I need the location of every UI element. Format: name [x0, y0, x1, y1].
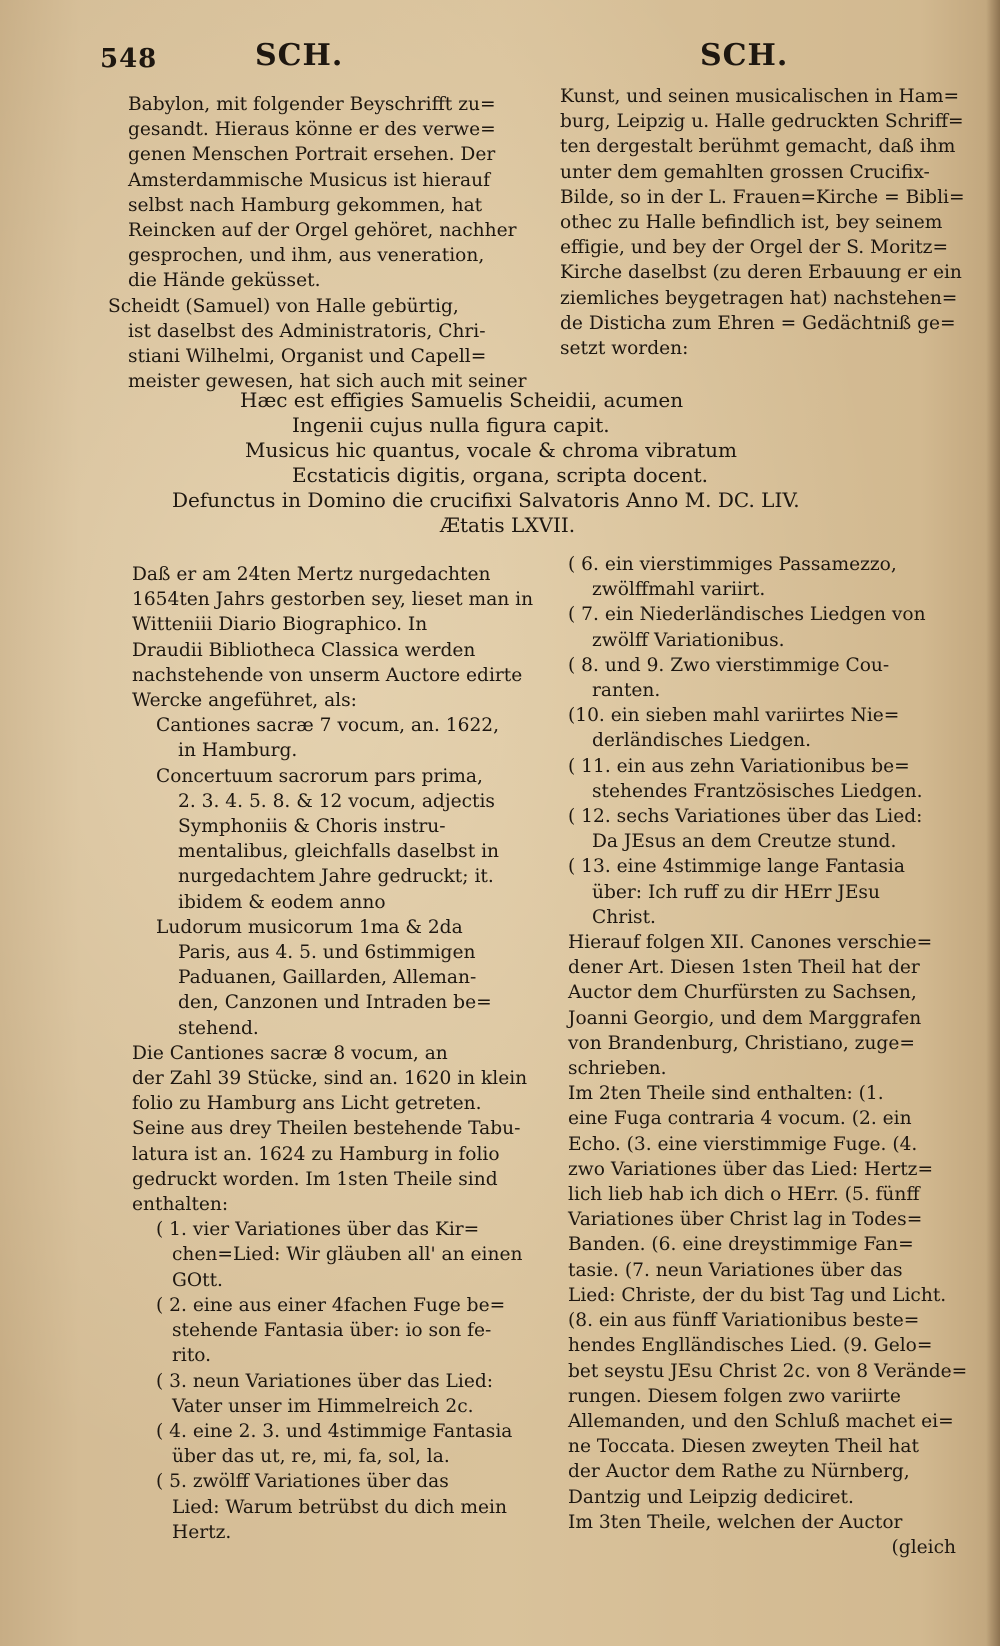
text-line: othec zu Halle befindlich ist, bey seinem [560, 212, 943, 234]
text-line: folio zu Hamburg ans Licht getreten. [132, 1093, 482, 1115]
entry-heading-scheidt: Scheidt (Samuel) von Halle gebürtig, [108, 295, 459, 317]
text-line: Vater unser im Himmelreich 2c. [172, 1395, 474, 1417]
text-line: Seine aus drey Theilen bestehende Tabu- [132, 1118, 521, 1140]
text-line: ( 5. zwölff Variationes über das [156, 1471, 449, 1493]
text-line: Kirche daselbst (zu deren Erbauung er ein [560, 262, 962, 284]
text-line: ( 8. und 9. Zwo vierstimmige Cou- [568, 654, 890, 676]
page-number: 548 [100, 44, 158, 74]
text-line: (10. ein sieben mahl variirtes Nie= [568, 705, 900, 727]
text-line: Joanni Georgio, und dem Marggrafen [568, 1007, 922, 1029]
text-line: Auctor dem Churfürsten zu Sachsen, [568, 982, 917, 1004]
text-line: gesprochen, und ihm, aus veneration, [128, 245, 485, 267]
text-line: stiani Wilhelmi, Organist und Capell= [128, 346, 487, 368]
text-line: ( 2. eine aus einer 4fachen Fuge be= [156, 1294, 506, 1316]
text-line: Hertz. [172, 1521, 232, 1543]
text-line: ( 7. ein Niederländisches Liedgen von [568, 604, 926, 626]
text-line: ibidem & eodem anno [178, 891, 386, 913]
text-line: Bilde, so in der L. Frauen=Kirche = Bibli= [560, 186, 965, 208]
text-line: ( 4. eine 2. 3. und 4stimmige Fantasia [156, 1420, 513, 1442]
text-line: derländisches Liedgen. [592, 730, 812, 752]
text-line: Die Cantiones sacræ 8 vocum, an [132, 1042, 448, 1064]
text-line: Concertuum sacrorum pars prima, [156, 765, 483, 787]
verse-line: Ætatis LXVII. [440, 513, 576, 537]
text-line: ( 1. vier Variationes über das Kir= [156, 1219, 480, 1241]
text-line: ( 6. ein vierstimmiges Passamezzo, [568, 554, 897, 575]
text-line: stehendes Frantzösisches Liedgen. [592, 780, 923, 802]
text-line: ranten. [592, 680, 661, 702]
text-line: mentalibus, gleichfalls daselbst in [178, 841, 500, 863]
page-gutter-shadow [986, 0, 1000, 1646]
text-line: eine Fuga contraria 4 vocum. (2. ein [568, 1108, 912, 1130]
text-line: Paris, aus 4. 5. und 6stimmigen [178, 942, 476, 964]
text-column-left-lower [132, 562, 534, 1545]
catchword: (gleich [891, 1536, 956, 1558]
text-line: Im 3ten Theile, welchen der Auctor [568, 1511, 903, 1533]
text-column-left-upper [108, 92, 527, 394]
text-line: stehend. [178, 1017, 259, 1039]
text-line: rungen. Diesem folgen zwo variirte [568, 1385, 901, 1407]
text-line: ( 13. eine 4stimmige lange Fantasia [568, 856, 905, 878]
text-line: ist daselbst des Administratoris, Chri- [128, 320, 486, 342]
text-line: Banden. (6. eine dreystimmige Fan= [568, 1234, 914, 1256]
text-line: Kunst, und seinen musicalischen in Ham= [560, 86, 960, 107]
text-line: Draudii Bibliotheca Classica werden [132, 639, 476, 661]
text-line: schrieben. [568, 1058, 667, 1080]
verse-line: Ingenii cujus nulla figura capit. [292, 413, 610, 437]
text-line: zwölffmahl variirt. [592, 579, 766, 601]
text-line: selbst nach Hamburg gekommen, hat [128, 194, 483, 216]
text-line: Christ. [592, 906, 656, 928]
text-line: ten dergestalt berühmt gemacht, daß ihm [560, 136, 956, 158]
text-line: de Disticha zum Ehren = Gedächtniß ge= [560, 312, 956, 334]
text-line: unter dem gemahlten grossen Crucifix- [560, 161, 930, 183]
text-line: der Auctor dem Rathe zu Nürnberg, [568, 1461, 910, 1483]
text-column-right-lower [568, 552, 968, 1560]
text-line: latura ist an. 1624 zu Hamburg in folio [132, 1143, 500, 1165]
text-line: Witteniii Diario Biographico. In [132, 614, 428, 636]
text-line: nurgedachtem Jahre gedruckt; it. [178, 866, 494, 888]
text-line: GOtt. [172, 1269, 223, 1291]
text-line: chen=Lied: Wir gläuben all' an einen [172, 1244, 523, 1266]
text-line: 2. 3. 4. 5. 8. & 12 vocum, adjectis [178, 790, 495, 812]
text-line: Cantiones sacræ 7 vocum, an. 1622, [156, 715, 500, 737]
text-line: Amsterdammische Musicus ist hierauf [128, 169, 490, 191]
text-line: burg, Leipzig u. Halle gedruckten Schriff= [560, 111, 964, 133]
text-line: über: Ich ruff zu dir HErr JEsu [592, 881, 880, 903]
text-line: setzt worden: [560, 338, 689, 360]
text-line: ne Toccata. Diesen zweyten Theil hat [568, 1436, 919, 1458]
running-head-right: SCH. [700, 38, 789, 73]
text-line: nachstehende von unserm Auctore edirte [132, 664, 523, 686]
text-line: den, Canzonen und Intraden be= [178, 992, 492, 1014]
text-line: der Zahl 39 Stücke, sind an. 1620 in klein [132, 1068, 528, 1090]
text-line: meister gewesen, hat sich auch mit seiner [128, 371, 527, 393]
text-line: Echo. (3. eine vierstimmige Fuge. (4. [568, 1133, 918, 1155]
text-line: die Hände geküsset. [128, 270, 321, 292]
text-line: Paduanen, Gaillarden, Alleman- [178, 967, 477, 989]
text-line: rito. [172, 1345, 212, 1367]
text-line: Wercke angeführet, als: [132, 690, 357, 712]
text-line: ( 3. neun Variationes über das Lied: [156, 1370, 494, 1392]
text-line: Lied: Christe, der du bist Tag und Licht. [568, 1284, 947, 1306]
text-line: tasie. (7. neun Variationes über das [568, 1259, 903, 1281]
text-line: Dantzig und Leipzig dediciret. [568, 1486, 854, 1508]
text-line: stehende Fantasia über: io son fe- [172, 1320, 492, 1342]
text-column-right-upper [560, 84, 965, 361]
text-line: hendes Englländisches Lied. (9. Gelo= [568, 1335, 933, 1357]
text-line: Variationes über Christ lag in Todes= [568, 1209, 923, 1231]
text-line: (8. ein aus fünff Variationibus beste= [568, 1310, 920, 1332]
text-line: dener Art. Diesen 1sten Theil hat der [568, 957, 920, 979]
text-line: in Hamburg. [178, 740, 298, 762]
text-line: Lied: Warum betrübst du dich mein [172, 1496, 507, 1518]
text-line: ( 12. sechs Variationes über das Lied: [568, 806, 923, 828]
text-line: von Brandenburg, Christiano, zuge= [568, 1032, 915, 1054]
text-line: Hierauf folgen XII. Canones verschie= [568, 932, 933, 954]
text-line: gedruckt worden. Im 1sten Theile sind [132, 1168, 498, 1190]
text-line: lich lieb hab ich dich o HErr. (5. fünff [568, 1184, 920, 1206]
text-line: ( 11. ein aus zehn Variationibus be= [568, 755, 910, 777]
verse-line: Defunctus in Domino die crucifixi Salvatoris Anno M. DC. LIV. [172, 488, 800, 512]
text-line: Ludorum musicorum 1ma & 2da [156, 916, 463, 938]
verse-line: Hæc est effigies Samuelis Scheidii, acumen [240, 388, 684, 412]
text-line: Im 2ten Theile sind enthalten: (1. [568, 1083, 884, 1105]
text-line: Daß er am 24ten Mertz nurgedachten [132, 564, 491, 585]
text-line: bet seystu JEsu Christ 2c. von 8 Verände= [568, 1360, 968, 1382]
text-line: enthalten: [132, 1194, 229, 1216]
text-line: genen Menschen Portrait ersehen. Der [128, 144, 496, 166]
running-head-left: SCH. [255, 38, 344, 73]
text-line: Babylon, mit folgender Beyschrifft zu= [128, 94, 496, 115]
text-line: zwölff Variationibus. [592, 629, 785, 651]
text-line: über das ut, re, mi, fa, sol, la. [172, 1446, 450, 1468]
text-line: Da JEsus an dem Creutze stund. [592, 831, 897, 853]
text-line: Symphoniis & Choris instru- [178, 816, 446, 838]
verse-line: Musicus hic quantus, vocale & chroma vibratum [245, 438, 737, 462]
text-line: effigie, und bey der Orgel der S. Moritz= [560, 237, 949, 259]
text-line: Allemanden, und den Schluß machet ei= [568, 1410, 954, 1432]
text-line: gesandt. Hieraus könne er des verwe= [128, 119, 496, 141]
text-line: zwo Variationes über das Lied: Hertz= [568, 1158, 934, 1180]
text-line: 1654ten Jahrs gestorben sey, lieset man in [132, 589, 534, 611]
text-line: Reincken auf der Orgel gehöret, nachher [128, 220, 517, 242]
text-line: ziemliches beygetragen hat) nachstehen= [560, 287, 958, 309]
verse-line: Ecstaticis digitis, organa, scripta docent. [292, 463, 709, 487]
